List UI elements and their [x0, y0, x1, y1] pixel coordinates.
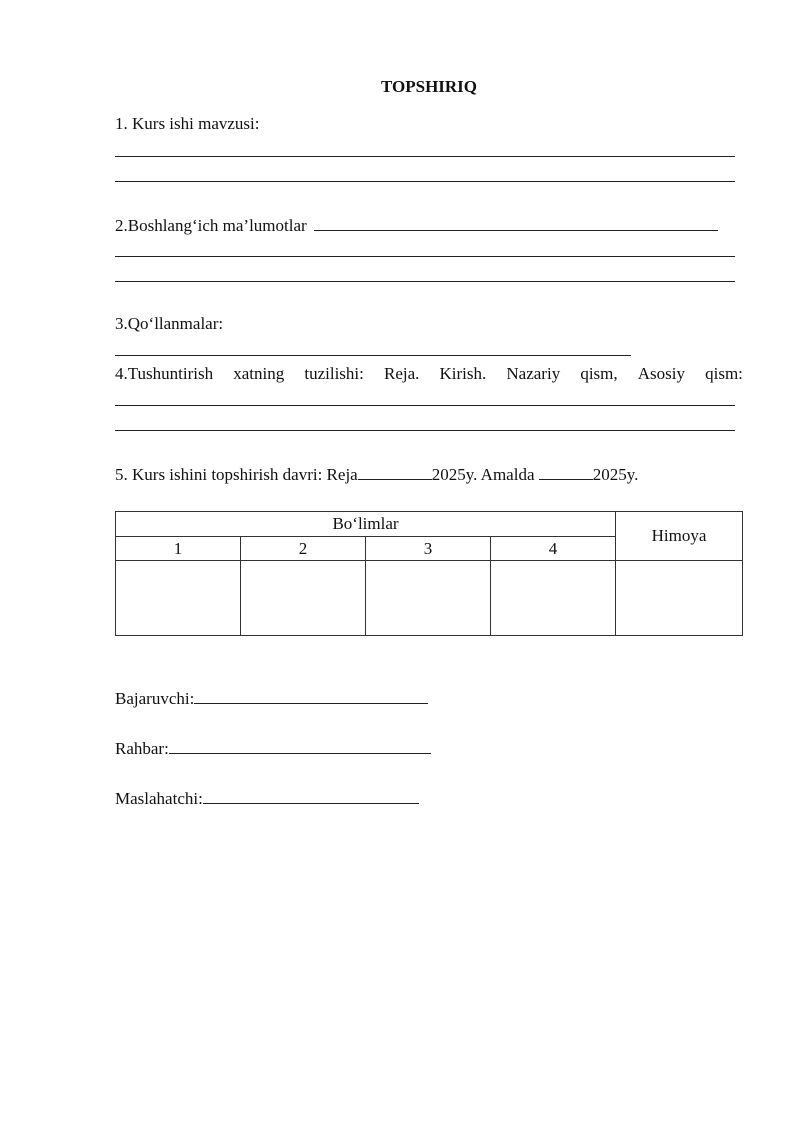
course-topic-line-2[interactable] — [115, 181, 735, 182]
consultant-row — [115, 787, 419, 809]
supervisor-signature-line[interactable] — [169, 737, 431, 754]
course-topic-label: 1. Kurs ishi mavzusi: — [115, 114, 260, 133]
planned-date-field[interactable] — [358, 463, 432, 480]
actual-year: 2025y. — [592, 465, 639, 484]
initial-data-line-inline[interactable] — [314, 214, 718, 231]
structure-word: Reja. — [383, 364, 420, 383]
consultant-label: Maslahatchi: — [115, 789, 203, 808]
structure-word: qism, — [580, 364, 618, 383]
planned-year: 2025y. Amalda — [431, 465, 539, 484]
supervisor-row — [115, 737, 431, 759]
page-title: TOPSHIRIQ — [380, 77, 478, 96]
actual-date-field[interactable] — [539, 463, 593, 480]
structure-word: 4.Tushuntirish — [115, 364, 214, 383]
section-number-1: 1 — [116, 537, 241, 561]
structure-line-2[interactable] — [115, 430, 735, 431]
structure-word: Kirish. — [439, 364, 487, 383]
defense-header: Himoya — [616, 512, 743, 561]
structure-word: xatning — [233, 364, 285, 383]
defense-cell[interactable] — [616, 561, 743, 636]
structure-word: qism: — [705, 364, 743, 383]
structure-word: Asosiy — [637, 364, 685, 383]
consultant-signature-line[interactable] — [203, 787, 419, 804]
executor-signature-line[interactable] — [194, 687, 428, 704]
section-cell-3[interactable] — [366, 561, 491, 636]
initial-data-line-2[interactable] — [115, 256, 735, 257]
executor-label: Bajaruvchi: — [115, 689, 195, 708]
sections-table — [115, 511, 743, 636]
structure-line-1[interactable] — [115, 405, 735, 406]
manuals-label: 3.Qo‘llanmalar: — [115, 314, 224, 333]
initial-data-label: 2.Boshlang‘ich ma’lumotlar — [115, 216, 307, 235]
submission-period-row — [115, 463, 638, 485]
section-cell-2[interactable] — [241, 561, 366, 636]
structure-word: Nazariy — [506, 364, 561, 383]
initial-data-row — [115, 214, 718, 236]
section-number-2: 2 — [241, 537, 366, 561]
section-number-4: 4 — [491, 537, 616, 561]
course-topic-line-1[interactable] — [115, 156, 735, 157]
section-cell-1[interactable] — [116, 561, 241, 636]
executor-row — [115, 687, 428, 709]
submission-period-label: 5. Kurs ishini topshirish davri: Reja — [115, 465, 358, 484]
section-number-3: 3 — [366, 537, 491, 561]
structure-word: tuzilishi: — [304, 364, 364, 383]
manuals-line[interactable] — [115, 355, 631, 356]
initial-data-line-3[interactable] — [115, 281, 735, 282]
sections-header: Bo‘limlar — [116, 512, 616, 537]
explanatory-note-structure — [115, 364, 743, 384]
section-cell-4[interactable] — [491, 561, 616, 636]
supervisor-label: Rahbar: — [115, 739, 169, 758]
